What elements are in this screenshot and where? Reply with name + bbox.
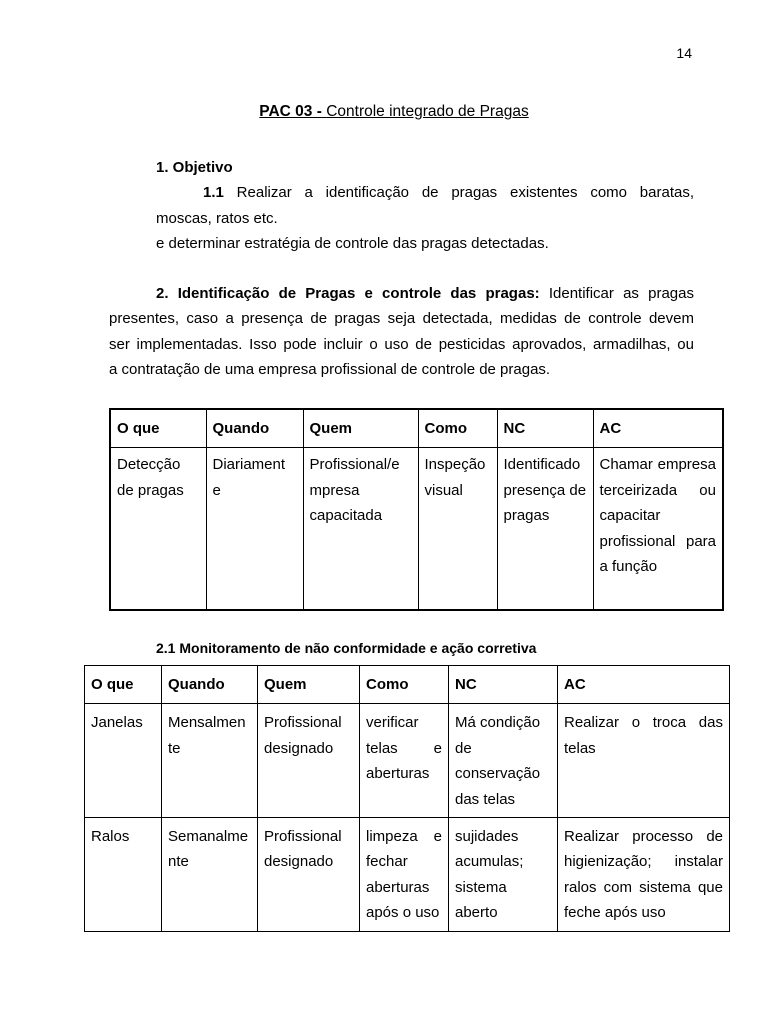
table-cell: sujidades acumulas; sistema aberto [449,818,558,932]
table-cell: Profissional designado [258,704,360,818]
table-header-row [85,666,730,704]
pest-control-table [109,408,724,611]
table-cell: Profissional designado [258,818,360,932]
table-row [85,818,730,932]
table-cell: Profissional/e mpresa capacitada [303,448,418,611]
table-cell: limpeza e fechar aberturas após o uso [360,818,449,932]
table-header-cell: NC [497,409,593,448]
section-2-line-4: a contratação de uma empresa profissional de controle de pragas. [109,361,551,379]
title-text: Controle integrado de Pragas [326,103,529,120]
table-cell: Inspeção visual [418,448,497,611]
section-2-line-1-text: Identificar as pragas [548,285,694,302]
subheading: 2.1 Monitoramento de não conformidade e ação corretiva [156,640,537,656]
section-1-line-2: moscas, ratos etc. [156,209,278,227]
table-header-cell: AC [593,409,723,448]
section-2-line-2: presentes, caso a presença de pragas seja detectada, medidas de controle devem [109,310,694,328]
table-header-cell: O que [110,409,206,448]
table-row [85,704,730,818]
table-row [110,448,723,611]
table-cell: Identificado presença de pragas [497,448,593,611]
section-1-heading: 1. Objetivo [156,159,233,176]
table-header-cell: Como [418,409,497,448]
table-cell: Ralos [85,818,162,932]
table-cell: Detecção de pragas [110,448,206,611]
title-code: PAC 03 - [259,103,322,120]
section-2-heading: 2. Identificação de Pragas e controle das pragas: [156,285,540,302]
section-1-line-1 [109,180,694,205]
table-cell: verificar telas e aberturas [360,704,449,818]
table-cell: Realizar processo de higienização; instalar ralos com sistema que feche após uso [558,818,730,932]
table-header-cell: Quem [303,409,418,448]
page-number: 14 [676,45,692,61]
table-header-cell: Quando [206,409,303,448]
page-title [0,103,768,121]
table-cell: Diariament e [206,448,303,611]
table-header-cell: AC [558,666,730,704]
table-cell: Chamar empresa terceirizada ou capacitar profissional para a função [593,448,723,611]
table-cell: Má condição de conservação das telas [449,704,558,818]
table-cell: Realizar o troca das telas [558,704,730,818]
section-2-line-3: ser implementadas. Isso pode incluir o uso de pesticidas aprovados, armadilhas, ou [109,335,694,353]
table-header-cell: Quando [162,666,258,704]
table-cell: Mensalmen te [162,704,258,818]
table-header-cell: Quem [258,666,360,704]
section-1-line-1-text: Realizar a identificação de pragas existentes como baratas, [236,184,694,202]
section-1-line-3: e determinar estratégia de controle das pragas detectadas. [156,235,549,253]
table-header-cell: NC [449,666,558,704]
table-cell: Semanalme nte [162,818,258,932]
monitoring-table [84,665,730,932]
table-header-row [110,409,723,448]
section-2-line-1 [109,281,694,306]
table-header-cell: O que [85,666,162,704]
section-1-number: 1.1 [203,184,224,202]
section-objetivo [109,155,694,257]
table-header-cell: Como [360,666,449,704]
table-cell: Janelas [85,704,162,818]
section-identificacao [109,281,694,383]
